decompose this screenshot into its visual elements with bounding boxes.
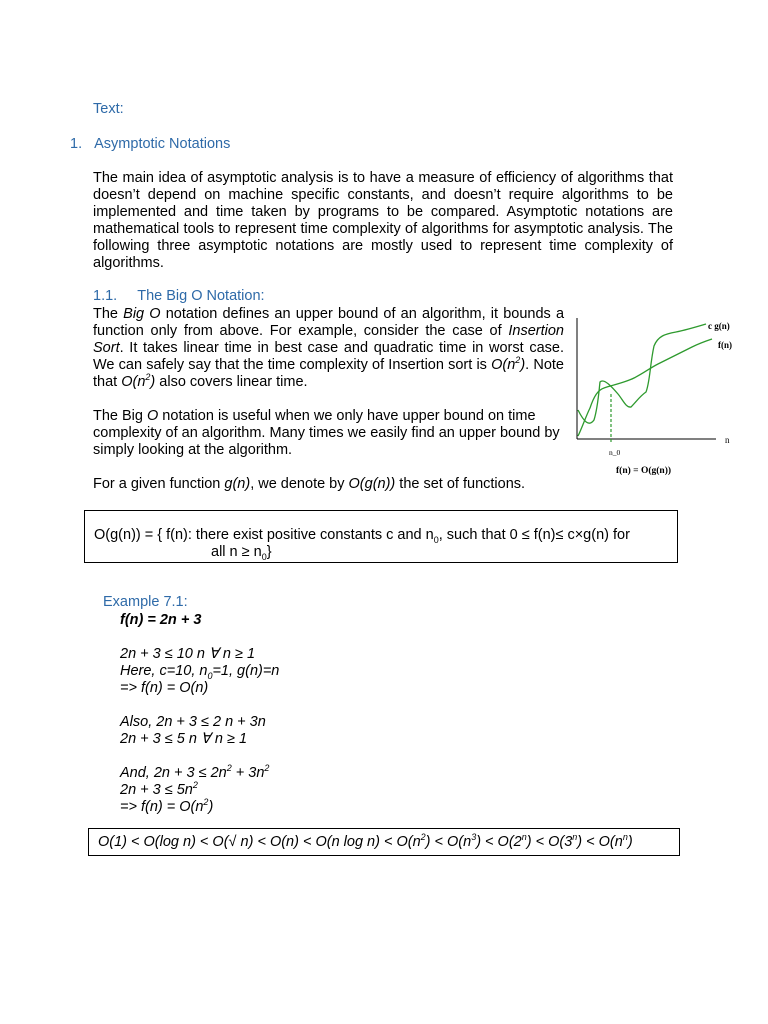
text-span: ) [627,834,633,850]
complexity-order [98,834,633,851]
example-line-5: 2n + 3 ≤ 5 n ∀ n ≥ 1 [120,731,248,747]
text-span: 2n + 3 ≤ 5n [120,782,193,798]
n0-label: n_0 [609,448,621,457]
text-span: ) [520,357,526,373]
text-span: O(n [121,374,146,390]
text-span: ) < O(n [425,834,472,850]
superscript: n [521,832,527,843]
example-heading: Example 7.1: [103,594,188,610]
text-span: =1, g(n)=n [212,663,280,679]
subscript: 0 [261,551,267,562]
text-span: the set of functions. [395,476,526,492]
text-span: ) [150,374,156,390]
superscript: 2 [420,832,426,843]
subscript: 0 [207,670,213,681]
text-span: notation is useful when we only have upper bound on time complexity of an algorithm. Many times we easily find an upper bound by simply looking at the algorithm. [93,408,560,458]
text-span: The Big [93,408,147,424]
section-heading [70,136,230,153]
o-g-n-term: O(g(n)) [348,476,396,492]
superscript: 3 [471,832,477,843]
superscript: 2 [145,372,151,383]
superscript: 2 [192,780,198,791]
text-span: notation defines an upper bound of an algorithm, it bounds a function only from above. For example, consider the case of [93,306,565,339]
superscript: 2 [264,763,270,774]
big-o-graph [568,312,748,480]
text-span: => f(n) = O(n [120,799,204,815]
big-o-paragraph [93,306,564,391]
text-span: ) [208,799,214,815]
n-axis-label: n [725,435,730,445]
definition-line-2 [211,544,272,561]
text-span: And, 2n + 3 ≤ 2n [120,765,227,781]
text-span: ) < O(3 [526,834,573,850]
superscript: n [572,832,578,843]
superscript: n [622,832,628,843]
text-span: also covers linear time. [155,374,308,390]
text-span: + 3n [231,765,265,781]
intro-paragraph: The main idea of asymptotic analysis is to have a measure of efficiency of algorithms that doesn’t depend on machine specific constants, and doesn’t require algorithms to be implemented and time taken by programs to be compared. Asymptotic notations are mathematical tools to represent time complexity of algorithms for asymptotic analysis. The following three asymptotic notations are mostly used to represent time complexity of algorithms. [93,170,673,271]
superscript: 2 [515,355,521,366]
big-o-term: O [147,408,159,424]
section-title: Asymptotic Notations [94,136,231,152]
example-line-7 [120,782,198,799]
section-number: 1. [70,136,83,152]
text-span: ) < O(2 [476,834,522,850]
graph-caption: f(n) = O(g(n)) [616,466,672,476]
set-of-functions-paragraph [93,476,525,493]
o-n2-term [491,357,525,373]
example-line-2 [120,663,279,680]
g-n-term: g(n) [224,476,251,492]
insertion-sort-term: Insertion Sort [93,323,564,356]
o-n2-term [121,374,155,390]
text-heading: Text: [93,101,124,117]
text-span: O(g(n)) = { f(n): there exist positive constants c and n [94,527,434,543]
f-label: f(n) [718,340,732,350]
subsection-title: The Big O Notation: [137,288,265,304]
big-o-term: Big O [123,306,161,322]
example-line-3: => f(n) = O(n) [120,680,209,696]
text-span: . It takes linear time in best case and quadratic time in worst case. We can safely say that the time complexity of Insertion sort is [93,340,564,373]
example-title: f(n) = 2n + 3 [120,612,202,628]
cg-label: c g(n) [708,321,730,331]
text-span: For a given function [93,476,225,492]
text-span: , such that 0 ≤ f(n)≤ c×g(n) for [438,527,630,543]
text-span: } [266,544,272,560]
example-line-8 [120,799,213,816]
subsection-heading [93,288,265,305]
example-line-4: Also, 2n + 3 ≤ 2 n + 3n [120,714,266,730]
superscript: 2 [226,763,232,774]
definition-box [84,510,678,563]
complexity-order-box [88,828,680,856]
f-curve [578,339,712,436]
text-span: O(n [491,357,516,373]
text-span: ) < O(n [577,834,623,850]
superscript: 2 [203,797,209,808]
text-span: O(1) < O(log n) < O(√ n) < O(n) < O(n log n) < O(n [98,834,421,850]
text-span: . Note that [93,357,564,390]
text-span: The [93,306,124,322]
subsection-number: 1.1. [93,288,118,304]
example-line-1: 2n + 3 ≤ 10 n ∀ n ≥ 1 [120,646,256,662]
upper-bound-paragraph [93,408,571,459]
definition-line-1 [94,527,630,544]
text-span: all n ≥ n [211,544,262,560]
subscript: 0 [433,534,439,545]
text-span: , we denote by [250,476,349,492]
text-span: Here, c=10, n [120,663,208,679]
